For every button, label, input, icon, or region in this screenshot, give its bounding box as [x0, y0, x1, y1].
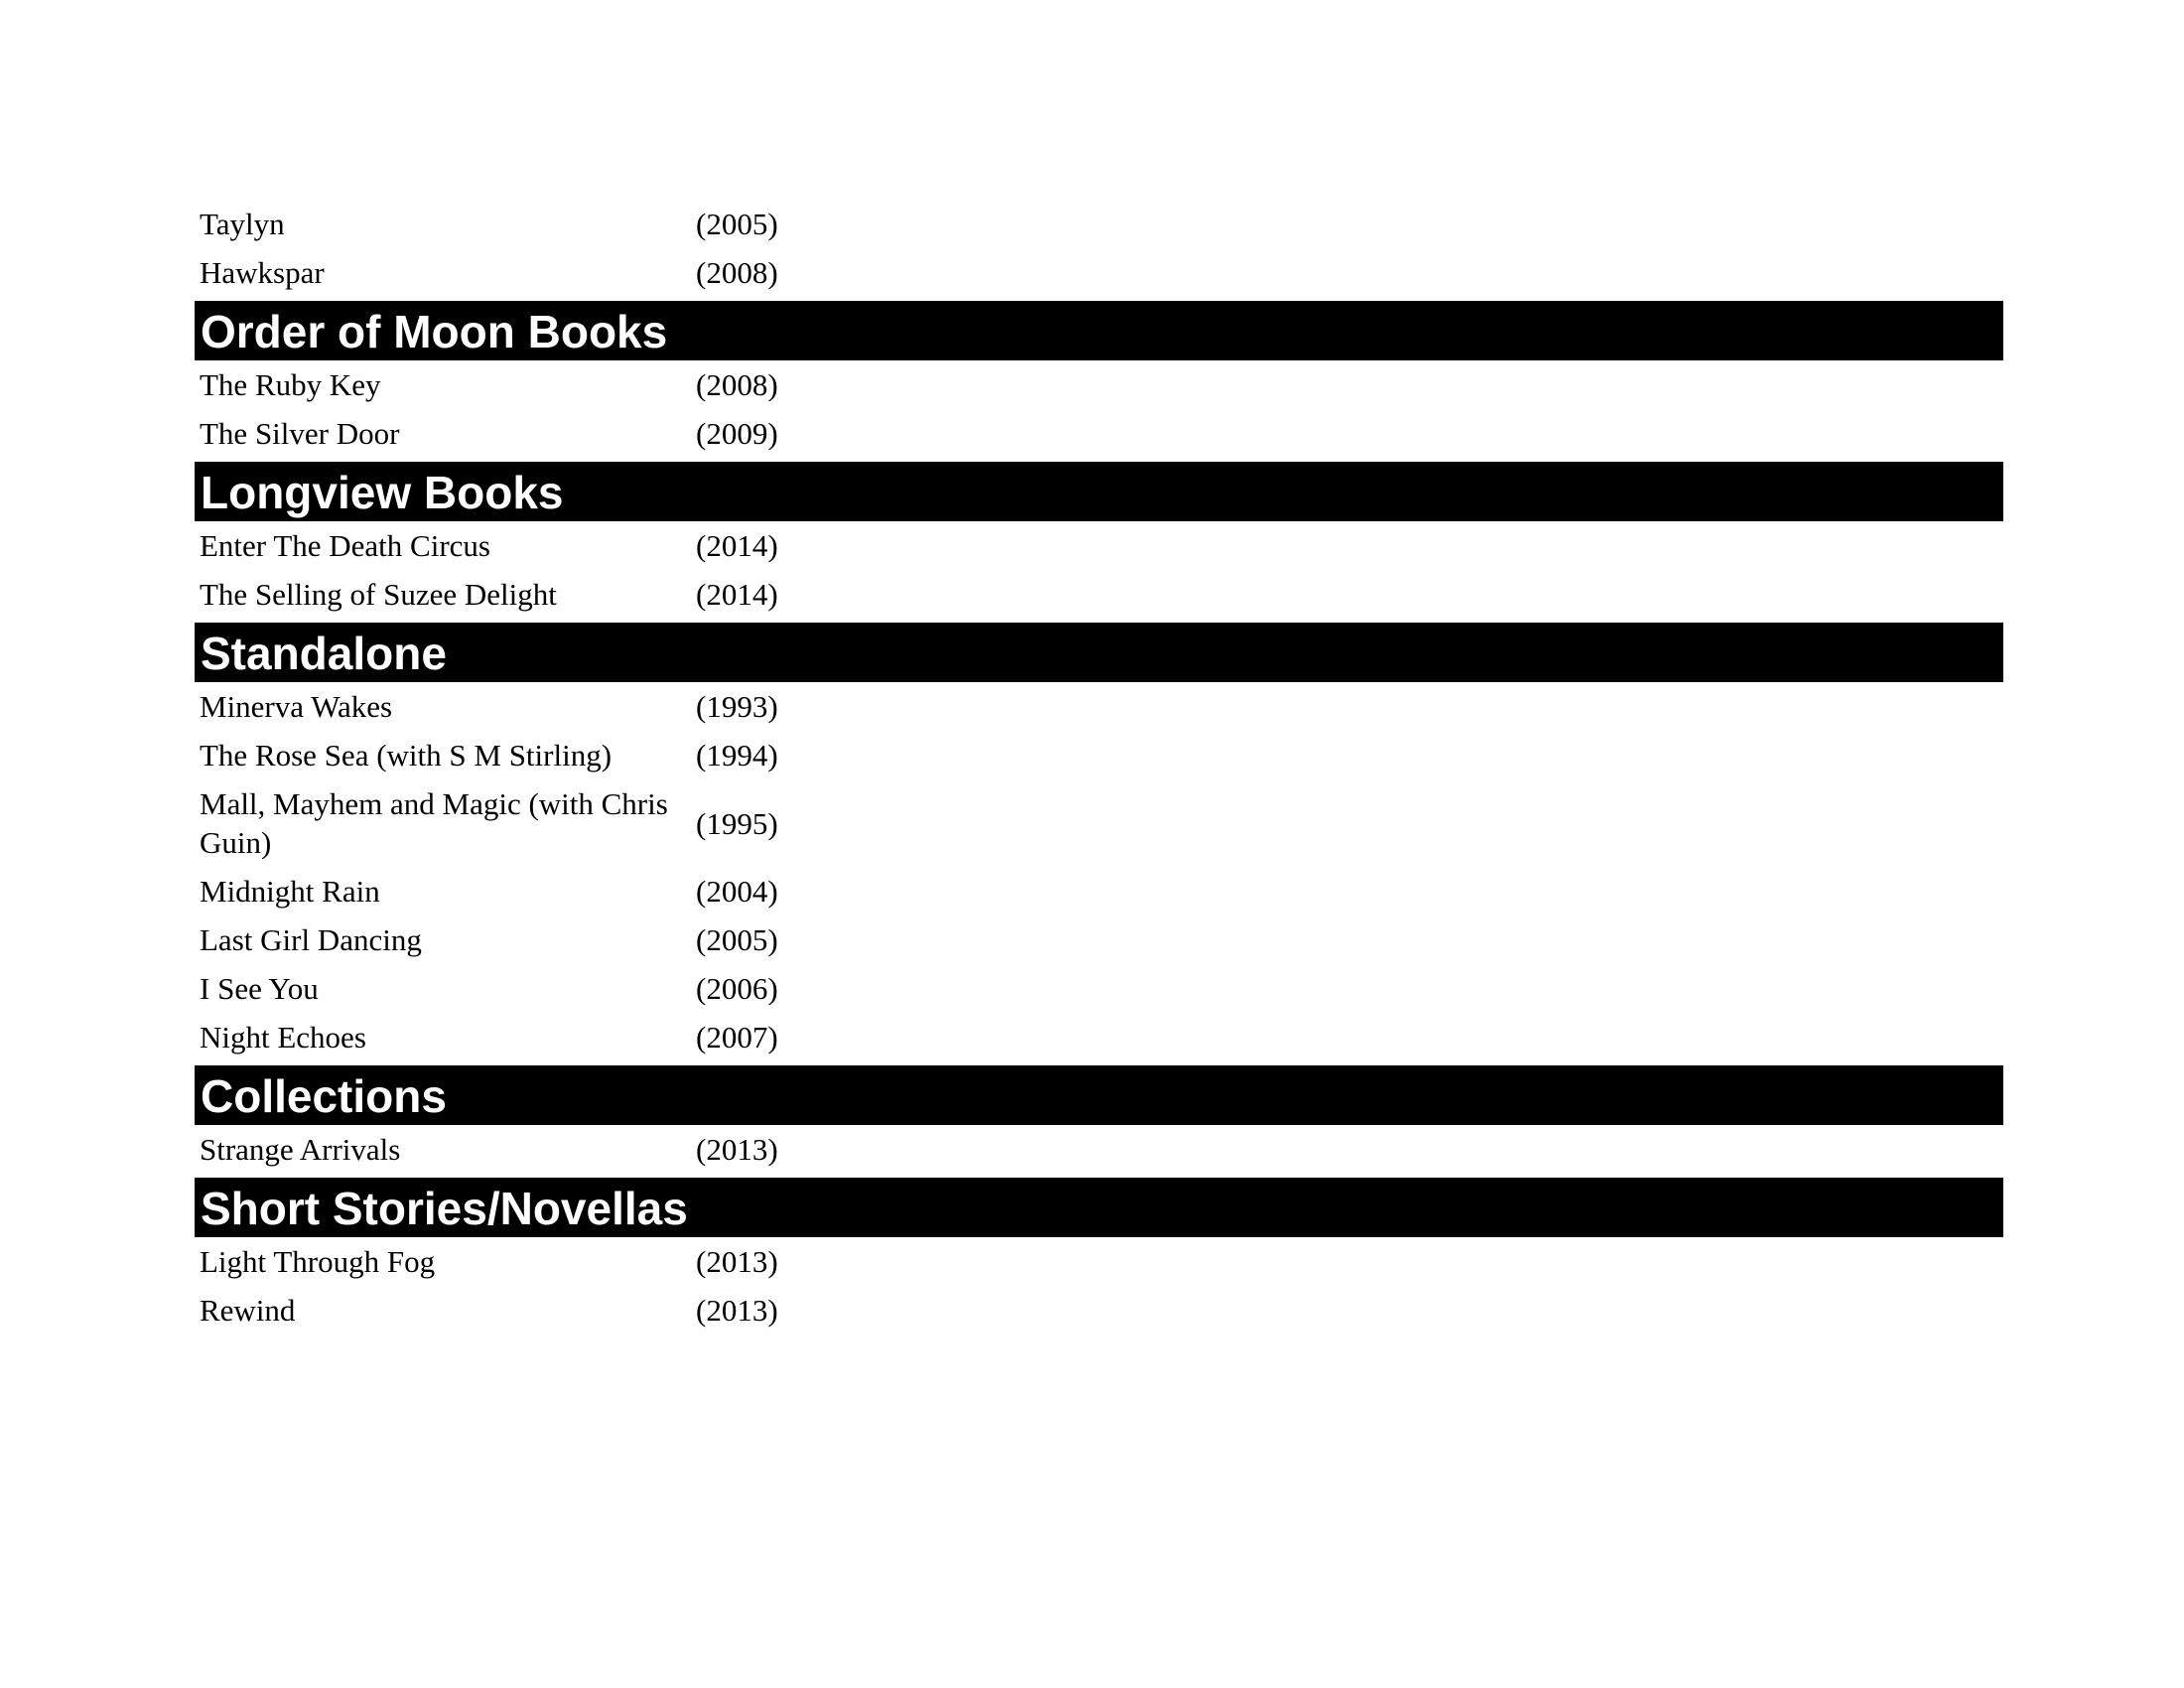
book-title: Night Echoes [200, 1020, 366, 1055]
book-row [195, 915, 2003, 964]
book-year: (2014) [696, 577, 778, 612]
book-title: Strange Arrivals [200, 1132, 401, 1167]
book-title: The Silver Door [200, 416, 400, 451]
book-title: Enter The Death Circus [200, 528, 490, 563]
book-title: Mall, Mayhem and Magic (with Chris Guin) [200, 786, 668, 860]
section-header-standalone: Standalone [195, 623, 2003, 682]
book-year: (2013) [696, 1244, 778, 1279]
book-year: (2004) [696, 874, 778, 909]
section-header-order-of-moon-books: Order of Moon Books [195, 301, 2003, 360]
book-row [195, 1286, 2003, 1335]
section-header-longview-books: Longview Books [195, 462, 2003, 521]
book-title: The Rose Sea (with S M Stirling) [200, 738, 613, 773]
book-row [195, 248, 2003, 297]
book-year: (2014) [696, 528, 778, 563]
book-year: (2005) [696, 922, 778, 957]
book-row [195, 1013, 2003, 1061]
book-row [195, 731, 2003, 779]
book-title: Light Through Fog [200, 1244, 436, 1279]
book-row [195, 521, 2003, 570]
book-year: (2007) [696, 1020, 778, 1055]
book-title: Minerva Wakes [200, 689, 393, 724]
book-year: (1993) [696, 689, 778, 724]
book-row [195, 1237, 2003, 1286]
book-year: (2009) [696, 416, 778, 451]
book-title: Midnight Rain [200, 874, 380, 909]
section-header-short-stories-novellas: Short Stories/Novellas [195, 1178, 2003, 1237]
book-year: (2005) [696, 207, 778, 241]
book-row [195, 779, 2003, 867]
book-title: Rewind [200, 1293, 296, 1328]
book-year: (2008) [696, 255, 778, 290]
book-year: (2008) [696, 367, 778, 402]
book-year: (1994) [696, 738, 778, 773]
book-title: Last Girl Dancing [200, 922, 422, 957]
book-row [195, 570, 2003, 619]
book-title: I See You [200, 971, 319, 1006]
book-title: The Ruby Key [200, 367, 381, 402]
section-header-collections: Collections [195, 1065, 2003, 1125]
book-row [195, 867, 2003, 915]
book-row [195, 964, 2003, 1013]
book-title: The Selling of Suzee Delight [200, 577, 557, 612]
book-year: (2013) [696, 1293, 778, 1328]
book-year: (2006) [696, 971, 778, 1006]
book-row [195, 409, 2003, 458]
book-row [195, 360, 2003, 409]
bibliography-list [195, 200, 2003, 1335]
book-title: Hawkspar [200, 255, 325, 290]
book-row [195, 200, 2003, 248]
book-year: (2013) [696, 1132, 778, 1167]
book-title: Taylyn [200, 207, 285, 241]
book-row [195, 1125, 2003, 1174]
book-year: (1995) [696, 805, 778, 841]
book-row [195, 682, 2003, 731]
